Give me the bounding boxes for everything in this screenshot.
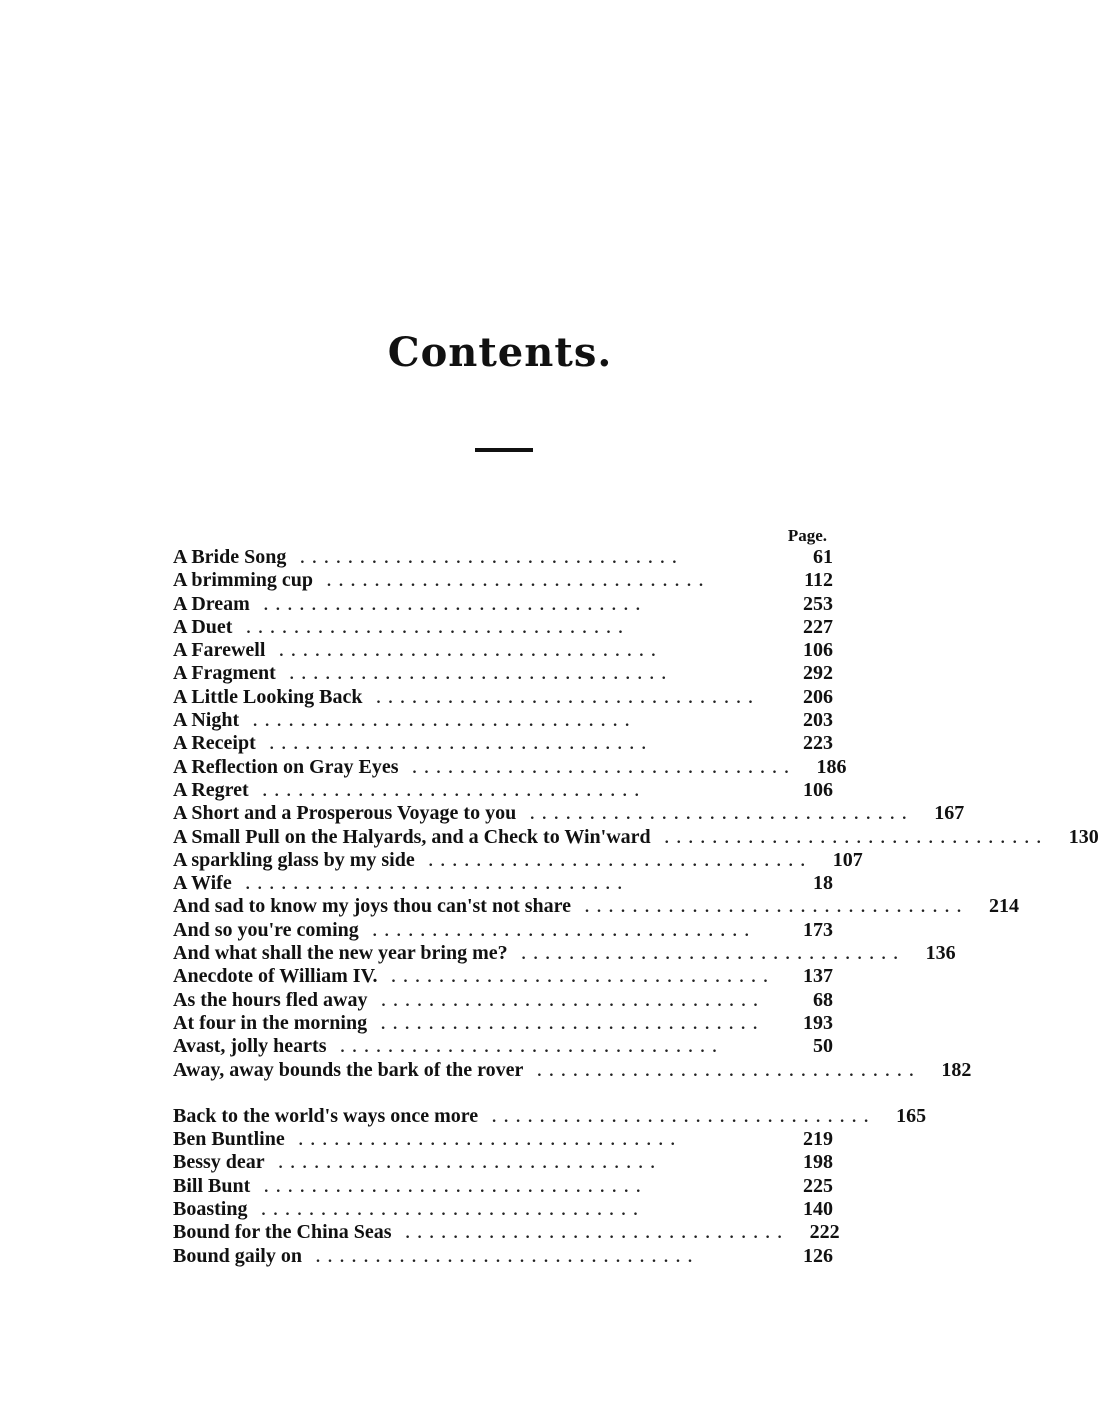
toc-entry[interactable] — [173, 1151, 833, 1174]
dot-leader: . . . . . . . . . . . . . . . . . . . . . . . . . . . . . . . . — [372, 922, 751, 940]
toc-entry-title: And sad to know my joys thou can'st not share — [173, 895, 572, 918]
toc-entry[interactable] — [173, 989, 833, 1012]
toc-entry-page: 18 — [813, 872, 833, 895]
toc-entry-page: 203 — [803, 709, 833, 732]
toc-entry[interactable] — [173, 1221, 840, 1244]
dot-leader: . . . . . . . . . . . . . . . . . . . . . . . . . . . . . . . . — [261, 1202, 640, 1220]
toc-entry[interactable] — [173, 593, 833, 616]
toc-entry-title: Bound for the China Seas — [173, 1221, 392, 1244]
toc-entry-page: 253 — [803, 592, 833, 615]
dot-leader: . . . . . . . . . . . . . . . . . . . . . . . . . . . . . . . . — [521, 946, 900, 964]
toc-entry-page: 167 — [934, 802, 965, 825]
dot-leader: . . . . . . . . . . . . . . . . . . . . . . . . . . . . . . . . — [530, 806, 909, 824]
toc-entry-title: A Wife — [173, 872, 232, 895]
toc-entry-page: 130 — [1068, 825, 1099, 848]
toc-entry[interactable] — [173, 1198, 833, 1221]
toc-entry-page: 198 — [803, 1151, 833, 1174]
toc-entry-title: Bessy dear — [173, 1151, 265, 1174]
toc-entry-page: 61 — [813, 546, 833, 568]
dot-leader: . . . . . . . . . . . . . . . . . . . . . . . . . . . . . . . . — [391, 969, 770, 987]
toc-entry[interactable] — [173, 802, 965, 825]
dot-leader: . . . . . . . . . . . . . . . . . . . . . . . . . . . . . . . . — [298, 1132, 677, 1150]
toc-entry-page: 106 — [803, 778, 833, 801]
dot-leader: . . . . . . . . . . . . . . . . . . . . . . . . . . . . . . . . — [405, 1225, 784, 1243]
toc-entry-page: 106 — [803, 639, 833, 662]
toc-entry-title: A Small Pull on the Halyards, and a Check to Win'ward — [173, 825, 651, 848]
toc-entry-title: Anecdote of William IV. — [173, 965, 378, 988]
toc-entry[interactable] — [173, 872, 833, 895]
dot-leader: . . . . . . . . . . . . . . . . . . . . . . . . . . . . . . . . — [412, 759, 791, 777]
toc-entry-title: A Dream — [173, 592, 250, 615]
toc-entry-page: 193 — [803, 1011, 833, 1034]
toc-entry[interactable] — [173, 1058, 972, 1082]
toc-entry-page: 50 — [813, 1035, 833, 1058]
toc-groups — [173, 546, 1099, 1268]
toc-entry-title: Away, away bounds the bark of the rover — [173, 1058, 524, 1081]
toc-entry[interactable] — [173, 1035, 833, 1058]
toc-entry[interactable] — [173, 732, 833, 755]
toc-entry[interactable] — [173, 662, 833, 685]
dot-leader: . . . . . . . . . . . . . . . . . . . . . . . . . . . . . . . . — [264, 1178, 643, 1196]
title-rule — [475, 448, 533, 452]
toc-entry[interactable] — [173, 825, 1099, 849]
toc-entry[interactable] — [173, 639, 833, 662]
toc-entry-title: Ben Buntline — [173, 1128, 285, 1151]
toc-entry-title: A Night — [173, 709, 240, 732]
toc-entry[interactable] — [173, 1104, 927, 1128]
toc-entry-title: Back to the world's ways once more — [173, 1104, 479, 1127]
toc-entry-title: A Duet — [173, 615, 233, 638]
table-of-contents — [173, 526, 1099, 1268]
toc-entry-page: 107 — [832, 848, 863, 871]
toc-entry-title: A Receipt — [173, 732, 256, 755]
dot-leader: . . . . . . . . . . . . . . . . . . . . . . . . . . . . . . . . — [253, 713, 632, 731]
toc-entry-title: At four in the morning — [173, 1011, 368, 1034]
toc-entry[interactable] — [173, 942, 956, 965]
toc-entry-page: 182 — [941, 1058, 972, 1081]
dot-leader: . . . . . . . . . . . . . . . . . . . . . . . . . . . . . . . . — [381, 1015, 760, 1033]
toc-entry-title: A brimming cup — [173, 569, 314, 592]
dot-leader: . . . . . . . . . . . . . . . . . . . . . . . . . . . . . . . . — [246, 619, 625, 637]
toc-entry[interactable] — [173, 1245, 833, 1268]
dot-leader: . . . . . . . . . . . . . . . . . . . . . . . . . . . . . . . . — [269, 736, 648, 754]
toc-entry[interactable] — [173, 755, 847, 779]
toc-entry-title: A Little Looking Back — [173, 685, 363, 708]
toc-entry-page: 219 — [803, 1128, 833, 1151]
toc-entry-title: Avast, jolly hearts — [173, 1035, 327, 1058]
toc-entry-title: And so you're coming — [173, 918, 359, 941]
toc-entry-page: 137 — [803, 965, 833, 988]
dot-leader: . . . . . . . . . . . . . . . . . . . . . . . . . . . . . . . . — [376, 689, 755, 707]
toc-entry-title: And what shall the new year bring me? — [173, 942, 508, 965]
toc-entry-title: As the hours fled away — [173, 988, 368, 1011]
dot-leader: . . . . . . . . . . . . . . . . . . . . . . . . . . . . . . . . — [537, 1062, 916, 1080]
toc-entry-page: 292 — [803, 662, 833, 685]
toc-entry[interactable] — [173, 1175, 833, 1198]
toc-entry-title: A sparkling glass by my side — [173, 848, 415, 871]
toc-entry[interactable] — [173, 686, 833, 709]
toc-group — [173, 1104, 927, 1268]
page-column-header: Page. — [787, 526, 827, 545]
toc-entry-page: 223 — [803, 732, 833, 755]
dot-leader: . . . . . . . . . . . . . . . . . . . . . . . . . . . . . . . . — [289, 666, 668, 684]
toc-entry-page: 68 — [813, 988, 833, 1011]
toc-entry-page: 186 — [816, 755, 847, 778]
toc-entry-title: Bound gaily on — [173, 1244, 302, 1267]
toc-entry-page: 227 — [803, 615, 833, 638]
toc-entry[interactable] — [173, 848, 863, 872]
toc-entry-page: 206 — [803, 685, 833, 708]
toc-entry-page: 173 — [803, 918, 833, 941]
dot-leader: . . . . . . . . . . . . . . . . . . . . . . . . . . . . . . . . — [245, 876, 624, 894]
dot-leader: . . . . . . . . . . . . . . . . . . . . . . . . . . . . . . . . — [492, 1108, 871, 1126]
toc-entry[interactable] — [173, 616, 833, 639]
toc-entry[interactable] — [173, 1128, 833, 1151]
dot-leader: . . . . . . . . . . . . . . . . . . . . . . . . . . . . . . . . — [664, 829, 1043, 847]
toc-entry[interactable] — [173, 709, 833, 732]
dot-leader: . . . . . . . . . . . . . . . . . . . . . . . . . . . . . . . . — [340, 1039, 719, 1057]
dot-leader: . . . . . . . . . . . . . . . . . . . . . . . . . . . . . . . . — [278, 1155, 657, 1173]
page-title: Contents. — [387, 329, 613, 376]
toc-group — [173, 546, 1099, 1082]
toc-entry[interactable] — [173, 895, 1020, 918]
toc-entry-page: 126 — [803, 1244, 833, 1267]
toc-entry-title: A Bride Song — [173, 546, 287, 568]
toc-entry-page: 222 — [809, 1221, 840, 1244]
dot-leader: . . . . . . . . . . . . . . . . . . . . . . . . . . . . . . . . — [279, 643, 658, 661]
toc-entry-page: 225 — [803, 1174, 833, 1197]
toc-entry[interactable] — [173, 1012, 833, 1035]
dot-leader: . . . . . . . . . . . . . . . . . . . . . . . . . . . . . . . . — [381, 992, 760, 1010]
dot-leader: . . . . . . . . . . . . . . . . . . . . . . . . . . . . . . . . — [428, 852, 807, 870]
toc-entry[interactable] — [173, 569, 833, 592]
dot-leader: . . . . . . . . . . . . . . . . . . . . . . . . . . . . . . . . — [262, 782, 641, 800]
toc-entry[interactable] — [173, 919, 833, 942]
toc-entry-page: 165 — [896, 1104, 927, 1127]
dot-leader: . . . . . . . . . . . . . . . . . . . . . . . . . . . . . . . . — [327, 573, 706, 591]
toc-entry-title: A Regret — [173, 778, 249, 801]
dot-leader: . . . . . . . . . . . . . . . . . . . . . . . . . . . . . . . . — [585, 899, 964, 917]
dot-leader: . . . . . . . . . . . . . . . . . . . . . . . . . . . . . . . . — [263, 596, 642, 614]
toc-entry[interactable] — [173, 965, 833, 988]
dot-leader: . . . . . . . . . . . . . . . . . . . . . . . . . . . . . . . . — [315, 1248, 694, 1266]
toc-entry-title: A Farewell — [173, 639, 266, 662]
toc-entry-page: 136 — [925, 942, 956, 965]
toc-entry[interactable] — [173, 779, 833, 802]
toc-entry-title: Bill Bunt — [173, 1174, 251, 1197]
toc-entry-page: 140 — [803, 1198, 833, 1221]
toc-entry[interactable] — [173, 546, 833, 569]
toc-entry-title: A Fragment — [173, 662, 276, 685]
toc-entry-page: 112 — [804, 569, 833, 592]
dot-leader: . . . . . . . . . . . . . . . . . . . . . . . . . . . . . . . . — [300, 550, 679, 567]
toc-entry-title: A Reflection on Gray Eyes — [173, 755, 399, 778]
toc-entry-title: Boasting — [173, 1198, 248, 1221]
toc-entry-page: 214 — [989, 895, 1020, 918]
toc-entry-title: A Short and a Prosperous Voyage to you — [173, 802, 517, 825]
